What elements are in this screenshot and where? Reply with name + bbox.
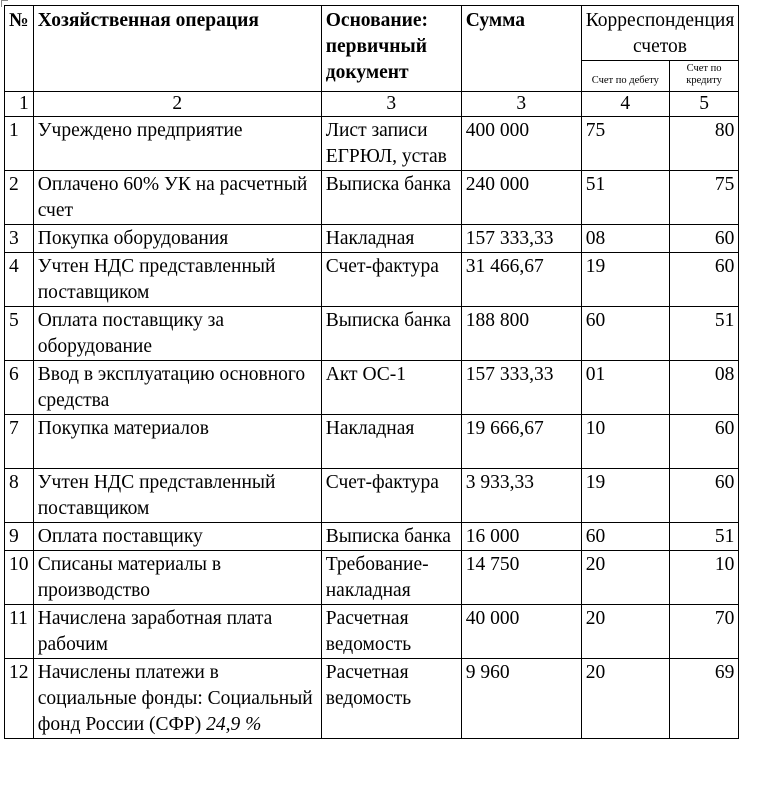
table-row [5, 415, 739, 469]
column-number-row [5, 92, 739, 117]
row-debit: 20 [581, 659, 669, 739]
column-number: 3 [461, 92, 581, 117]
row-debit: 08 [581, 225, 669, 253]
table-row [5, 551, 739, 605]
row-debit: 01 [581, 361, 669, 415]
row-amount: 31 466,67 [461, 253, 581, 307]
row-debit: 20 [581, 551, 669, 605]
row-num: 3 [5, 225, 34, 253]
row-credit: 08 [669, 361, 738, 415]
header-amount: Сумма [461, 6, 581, 92]
row-credit: 70 [669, 605, 738, 659]
row-amount: 157 333,33 [461, 361, 581, 415]
row-operation: Покупка материалов [33, 415, 321, 469]
row-operation: Начислена заработная плата рабочим [33, 605, 321, 659]
row-operation-rate: 24,9 % [206, 714, 262, 735]
row-num: 10 [5, 551, 34, 605]
row-num: 7 [5, 415, 34, 469]
row-credit: 60 [669, 253, 738, 307]
row-operation: Оплачено 60% УК на расчетный счет [33, 171, 321, 225]
header-basis: Основание: первичный документ [321, 6, 461, 92]
row-debit: 60 [581, 307, 669, 361]
column-number: 4 [581, 92, 669, 117]
row-credit: 51 [669, 307, 738, 361]
table-row [5, 659, 739, 739]
row-amount: 3 933,33 [461, 469, 581, 523]
row-operation: Оплата поставщику за оборудование [33, 307, 321, 361]
row-num: 1 [5, 117, 34, 171]
row-operation [33, 659, 321, 739]
row-basis: Расчетная ведомость [321, 659, 461, 739]
row-operation-text: Начислены платежи в социальные фонды: Социальный фонд России (СФР) [37, 662, 313, 735]
row-operation: Учтен НДС представленный поставщиком [33, 253, 321, 307]
row-amount: 400 000 [461, 117, 581, 171]
table-row [5, 469, 739, 523]
row-basis: Расчетная ведомость [321, 605, 461, 659]
row-basis: Накладная [321, 415, 461, 469]
row-amount: 188 800 [461, 307, 581, 361]
row-operation: Покупка оборудования [33, 225, 321, 253]
row-debit: 19 [581, 469, 669, 523]
row-credit: 69 [669, 659, 738, 739]
row-debit: 20 [581, 605, 669, 659]
column-number: 3 [321, 92, 461, 117]
row-operation: Учреждено предприятие [33, 117, 321, 171]
row-operation: Оплата поставщику [33, 523, 321, 551]
row-amount: 19 666,67 [461, 415, 581, 469]
row-credit: 80 [669, 117, 738, 171]
header-num: № [5, 6, 34, 92]
row-num: 2 [5, 171, 34, 225]
header-row [5, 6, 739, 61]
table-row [5, 225, 739, 253]
row-debit: 19 [581, 253, 669, 307]
row-basis: Выписка банка [321, 307, 461, 361]
row-basis: Накладная [321, 225, 461, 253]
header-correspondence: Корреспонденция счетов [581, 6, 739, 61]
row-debit: 60 [581, 523, 669, 551]
row-debit: 75 [581, 117, 669, 171]
row-basis: Выписка банка [321, 523, 461, 551]
row-num: 5 [5, 307, 34, 361]
table-row [5, 171, 739, 225]
row-amount: 14 750 [461, 551, 581, 605]
table-row [5, 605, 739, 659]
table-row [5, 361, 739, 415]
row-num: 4 [5, 253, 34, 307]
row-num: 11 [5, 605, 34, 659]
row-credit: 60 [669, 469, 738, 523]
row-basis: Счет-фактура [321, 253, 461, 307]
row-amount: 157 333,33 [461, 225, 581, 253]
row-credit: 75 [669, 171, 738, 225]
table-row [5, 253, 739, 307]
row-credit: 60 [669, 415, 738, 469]
header-credit: Счет по кредиту [669, 61, 738, 92]
row-basis: Требование-накладная [321, 551, 461, 605]
column-number: 1 [5, 92, 34, 117]
header-operation: Хозяйственная операция [33, 6, 321, 92]
row-amount: 40 000 [461, 605, 581, 659]
table-row [5, 523, 739, 551]
row-num: 6 [5, 361, 34, 415]
row-amount: 9 960 [461, 659, 581, 739]
header-debit: Счет по дебету [581, 61, 669, 92]
row-operation: Ввод в эксплуатацию основного средства [33, 361, 321, 415]
table-row [5, 117, 739, 171]
row-num: 12 [5, 659, 34, 739]
row-basis: Лист записи ЕГРЮЛ, устав [321, 117, 461, 171]
row-operation: Списаны материалы в производство [33, 551, 321, 605]
table-row [5, 307, 739, 361]
row-credit: 10 [669, 551, 738, 605]
row-basis: Акт ОС-1 [321, 361, 461, 415]
row-basis: Счет-фактура [321, 469, 461, 523]
row-operation: Учтен НДС представленный поставщиком [33, 469, 321, 523]
row-basis: Выписка банка [321, 171, 461, 225]
row-credit: 60 [669, 225, 738, 253]
operations-table [4, 5, 739, 739]
column-number: 5 [669, 92, 738, 117]
column-number: 2 [33, 92, 321, 117]
row-amount: 16 000 [461, 523, 581, 551]
row-num: 9 [5, 523, 34, 551]
row-amount: 240 000 [461, 171, 581, 225]
row-debit: 10 [581, 415, 669, 469]
row-credit: 51 [669, 523, 738, 551]
row-debit: 51 [581, 171, 669, 225]
row-num: 8 [5, 469, 34, 523]
